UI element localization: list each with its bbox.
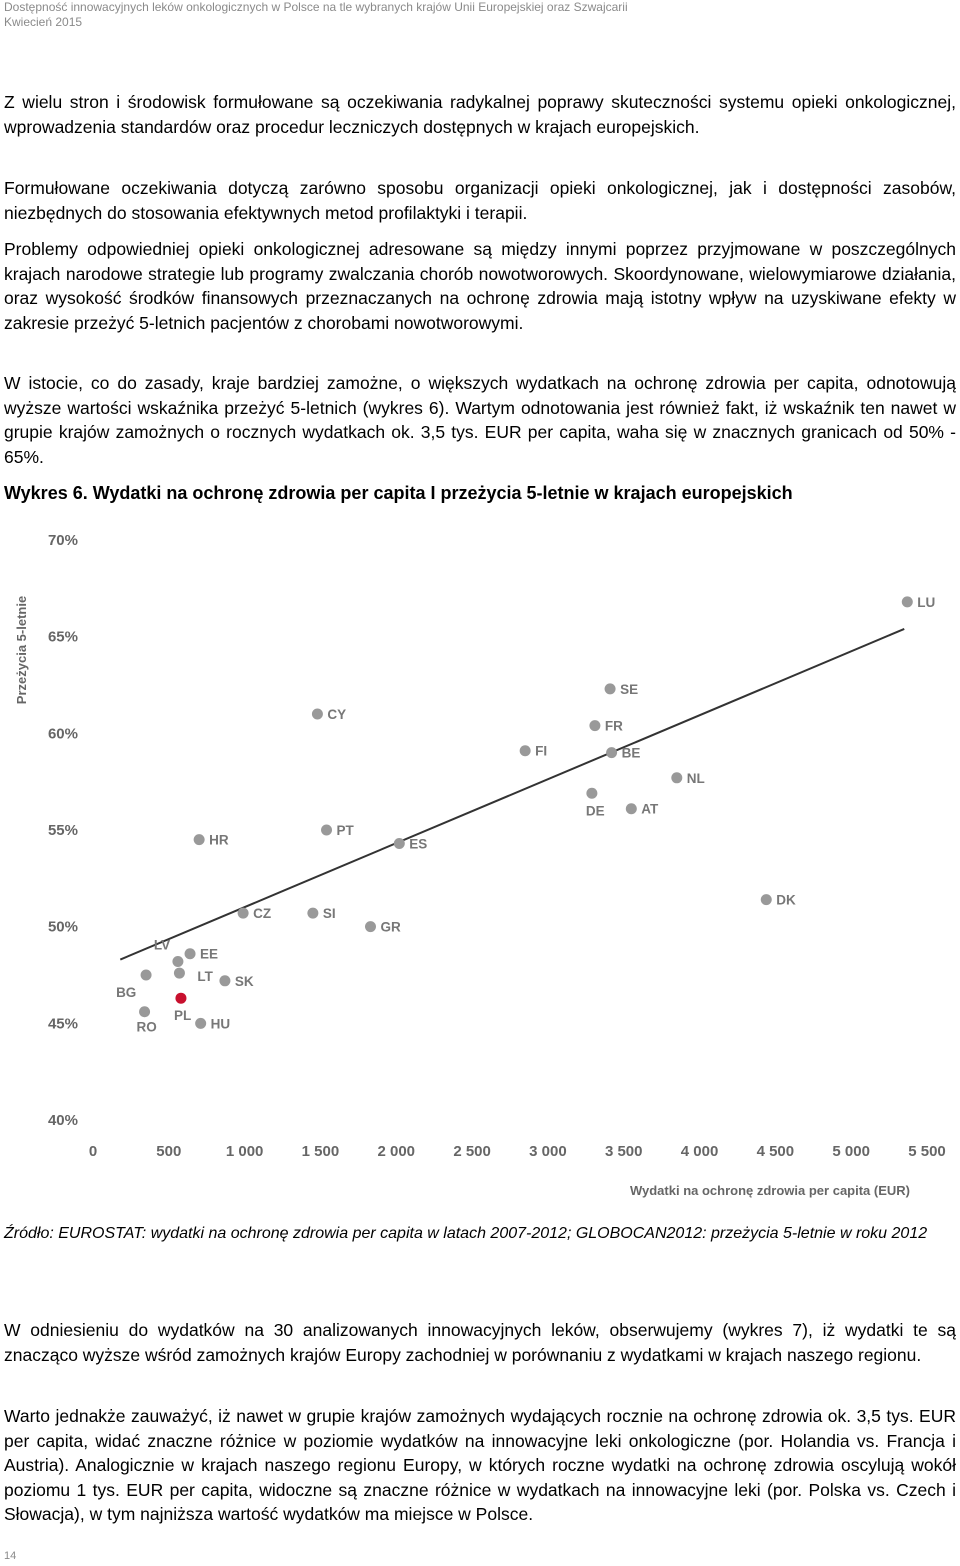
data-point-bg — [141, 970, 152, 981]
data-point-se — [605, 683, 616, 694]
data-point-hu — [195, 1018, 206, 1029]
x-tick-label: 4 500 — [756, 1143, 795, 1160]
point-label-nl: NL — [686, 770, 705, 786]
data-point-lv — [172, 956, 183, 967]
data-point-sk — [219, 975, 230, 986]
point-label-bg: BG — [116, 985, 137, 1000]
data-point-ro — [139, 1006, 150, 1017]
y-tick-label: 50% — [47, 918, 78, 936]
data-points — [116, 595, 935, 1035]
point-label-ee: EE — [200, 946, 219, 962]
point-label-lv: LV — [153, 937, 171, 953]
data-point-es — [394, 838, 405, 849]
point-label-si: SI — [322, 906, 336, 922]
x-tick-label: 5 500 — [908, 1143, 946, 1160]
data-point-lt — [174, 968, 185, 979]
paragraph-6: Warto jednakże zauważyć, iż nawet w grupie krajów zamożnych wydających rocznie na ochronę zdrowia ok. 3,5 tys. EUR per capita, widać znaczne różnice w poziomie wydatków na innowacyjne leki onkologiczne (por. Holandia vs. Francja i Austria). Analogicznie w krajach naszego regionu Europy, w których roczne wydatki na ochronę zdrowia oscylują wokół poziomu 1 tys. EUR per capita, widoczne są znaczne różnice w wydatkach na innowacyjne leki (por. Polska vs. Czech i Słowacja), w tym najniższa wartość wydatków ma miejsce w Polsce. — [4, 1406, 956, 1524]
x-axis-ticks — [89, 1143, 946, 1160]
header-date: Kwiecień 2015 — [4, 15, 83, 29]
x-tick-label: 4 000 — [680, 1143, 719, 1160]
paragraph-4: W istocie, co do zasady, kraje bardziej zamożne, o większych wydatkach na ochronę zdrowia per capita, odnotowują wyższe wartości wskaźnika przeżyć 5-letnich (wykres 6). Wartym odnotowania jest również fakt, iż wskaźnik ten nawet w grupie krajów zamożnych o rocznych wydatkach ok. 3,5 tys. EUR per capita, waha się w znacznych granicach od 50% - 65%. — [4, 373, 956, 467]
y-tick-label: 40% — [47, 1112, 78, 1129]
point-label-lt: LT — [197, 969, 213, 985]
point-label-gr: GR — [380, 919, 401, 935]
running-header — [4, 0, 628, 30]
data-point-cz — [238, 908, 249, 919]
point-label-ro: RO — [136, 1019, 157, 1035]
x-tick-label: 500 — [156, 1143, 182, 1160]
point-label-dk: DK — [776, 892, 796, 908]
paragraph-3: Problemy odpowiedniej opieki onkologicznej adresowane są między innymi poprzez przyjmowane w poszczególnych krajach narodowe strategie lub programy zwalczania chorób nowotworowych. Skoordynowane, wielowymiarowe działania, oraz wysokość środków finansowych przeznaczanych na ochronę zdrowia mają istotny wpływ na uzyskiwane efekty w zakresie przeżyć 5-letnich pacjentów z chorobami nowotworowymi. — [4, 239, 956, 333]
point-label-pl: PL — [173, 1008, 192, 1024]
x-axis-label: Wydatki na ochronę zdrowia per capita (EUR) — [629, 1183, 911, 1198]
x-tick-label: 2 500 — [453, 1143, 491, 1160]
y-axis-ticks — [48, 532, 78, 1129]
data-point-ee — [185, 948, 196, 959]
x-tick-label: 5 000 — [832, 1143, 870, 1160]
data-point-de — [586, 788, 597, 799]
point-label-pt: PT — [336, 823, 354, 838]
data-point-fi — [520, 745, 531, 756]
y-tick-label: 65% — [47, 628, 78, 646]
point-label-cy: CY — [327, 707, 347, 722]
trend-line — [120, 629, 904, 960]
data-point-gr — [365, 921, 376, 932]
data-point-hr — [194, 834, 205, 845]
data-point-si — [307, 908, 318, 919]
x-tick-label: 3 000 — [529, 1143, 567, 1160]
x-tick-label: 3 500 — [604, 1143, 643, 1160]
point-label-cz: CZ — [253, 906, 272, 922]
point-label-es: ES — [409, 836, 428, 852]
paragraph-5: W odniesieniu do wydatków na 30 analizowanych innowacyjnych leków, obserwujemy (wykres 7), iż wydatki te są znacząco wyższe wśród zamożnych krajów Europy zachodniej w porównaniu z wydatkami w krajach naszego regionu. — [4, 1320, 956, 1365]
data-point-at — [626, 803, 637, 814]
data-point-pl — [175, 993, 186, 1004]
y-tick-label: 60% — [47, 725, 78, 743]
y-tick-label: 45% — [47, 1015, 78, 1033]
data-point-dk — [761, 894, 772, 905]
point-label-hu: HU — [210, 1016, 231, 1032]
source-note: Źródło: EUROSTAT: wydatki na ochronę zdrowia per capita w latach 2007-2012; GLOBOCAN2012: przeżycia 5-letnie w roku 2012 — [4, 1225, 928, 1242]
y-tick-label: 55% — [47, 822, 78, 839]
point-label-be: BE — [621, 745, 641, 761]
point-label-fi: FI — [535, 743, 548, 759]
header-title: Dostępność innowacyjnych leków onkologicznych w Polsce na tle wybranych krajów Unii Europejskiej oraz Szwajcarii — [4, 0, 628, 14]
y-tick-label: 70% — [47, 532, 78, 549]
paragraph-2: Formułowane oczekiwania dotyczą zarówno sposobu organizacji opieki onkologicznej, jak i dostępności zasobów, niezbędnych do stosowania efektywnych metod profilaktyki i terapii. — [4, 178, 956, 223]
data-point-lu — [902, 596, 913, 607]
paragraph-1: Z wielu stron i środowisk formułowane są oczekiwania radykalnej poprawy skuteczności systemu opieki onkologicznej, wprowadzenia standardów oraz procedur leczniczych dostępnych w krajach europejskich. — [4, 92, 956, 137]
data-point-be — [606, 747, 617, 758]
point-label-se: SE — [620, 681, 639, 697]
x-tick-label: 0 — [88, 1143, 98, 1160]
point-label-hr: HR — [209, 832, 229, 848]
point-label-de: DE — [585, 803, 605, 819]
figure-caption: Wykres 6. Wydatki na ochronę zdrowia per capita I przeżycia 5-letnie w krajach europejskich — [4, 483, 793, 503]
point-label-lu: LU — [917, 594, 936, 610]
page-number: 14 — [4, 1550, 17, 1562]
point-label-at: AT — [641, 801, 659, 817]
y-axis-label: Przeżycia 5-letnie — [14, 595, 29, 705]
data-point-nl — [671, 772, 682, 783]
scatter-chart — [0, 520, 960, 1200]
point-label-sk: SK — [234, 973, 254, 989]
x-tick-label: 1 500 — [301, 1143, 340, 1160]
data-point-fr — [589, 720, 600, 731]
x-tick-label: 2 000 — [377, 1143, 416, 1160]
point-label-fr: FR — [604, 718, 623, 734]
data-point-pt — [321, 825, 332, 836]
x-tick-label: 1 000 — [225, 1143, 264, 1160]
data-point-cy — [312, 709, 323, 720]
